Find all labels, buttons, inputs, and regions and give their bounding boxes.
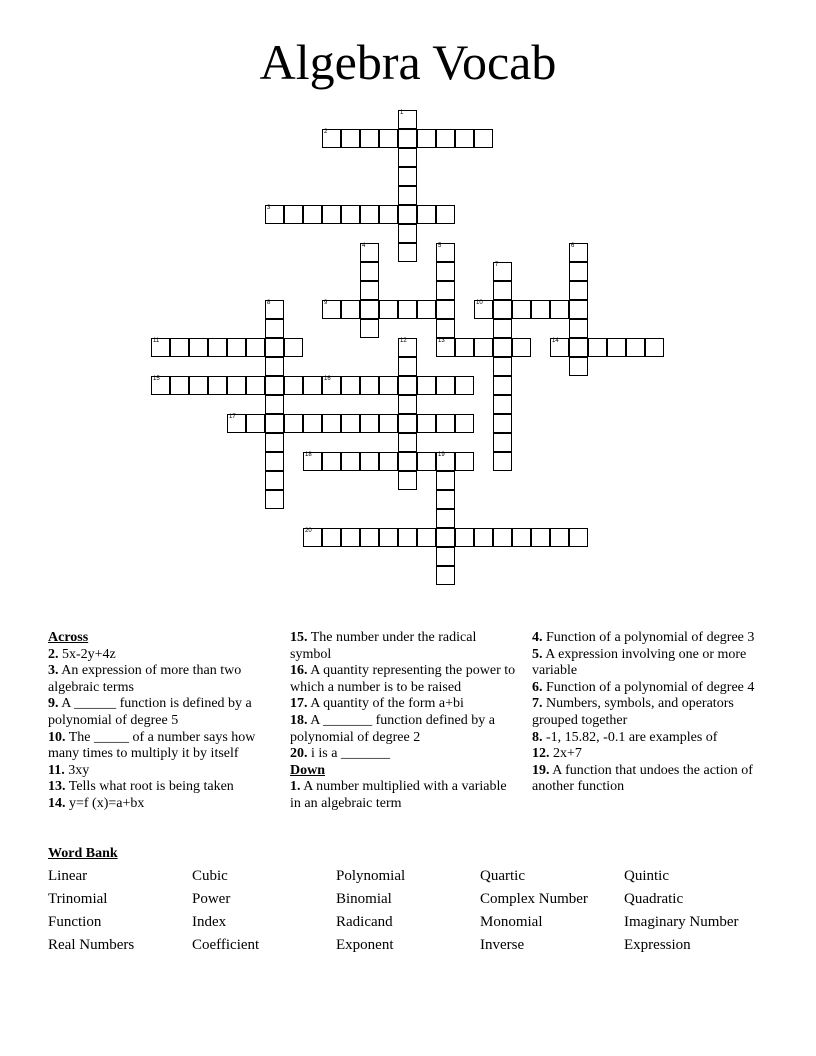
- clue-label: 16.: [290, 663, 308, 679]
- crossword-cell[interactable]: [284, 205, 303, 224]
- crossword-cell[interactable]: [588, 338, 607, 357]
- crossword-cell[interactable]: [569, 357, 588, 376]
- clues-column-1: [48, 630, 274, 813]
- crossword-cell[interactable]: [398, 205, 417, 224]
- crossword-cell[interactable]: [341, 205, 360, 224]
- crossword-cell[interactable]: [436, 319, 455, 338]
- crossword-cell[interactable]: [360, 319, 379, 338]
- crossword-cell[interactable]: [398, 471, 417, 490]
- down-clue: [532, 696, 758, 729]
- crossword-cell[interactable]: [569, 300, 588, 319]
- word-bank-item: Inverse: [480, 937, 525, 953]
- crossword-cell[interactable]: [265, 357, 284, 376]
- down-clue: [290, 779, 516, 812]
- crossword-cell[interactable]: [550, 338, 569, 357]
- word-bank-item: Index: [192, 914, 227, 930]
- clue-text: Function of a polynomial of degree 3: [546, 630, 755, 645]
- down-clue: [532, 746, 758, 763]
- crossword-cell[interactable]: [170, 376, 189, 395]
- crossword-cell[interactable]: [189, 376, 208, 395]
- clue-label: 6.: [532, 679, 543, 695]
- clue-text: A function that undoes the action of another function: [532, 762, 753, 795]
- crossword-cell[interactable]: [265, 433, 284, 452]
- clue-number: 18: [305, 452, 312, 458]
- crossword-cell[interactable]: [398, 414, 417, 433]
- clue-number: 16: [324, 376, 331, 382]
- clue-text: The _____ of a number says how many times to multiply it by itself: [48, 729, 256, 762]
- crossword-cell[interactable]: [284, 414, 303, 433]
- crossword-cell[interactable]: [284, 338, 303, 357]
- down-clue: [532, 763, 758, 796]
- clue-text: A ______ function is defined by a polynomial of degree 5: [48, 696, 252, 728]
- crossword-cell[interactable]: [265, 395, 284, 414]
- down-clue: [532, 647, 758, 680]
- clue-label: 11.: [48, 762, 65, 778]
- clue-number: 14: [552, 338, 559, 344]
- crossword-cell[interactable]: [265, 471, 284, 490]
- clue-text: A quantity of the form a+bi: [310, 696, 464, 712]
- crossword-cell[interactable]: [379, 129, 398, 148]
- crossword-cell[interactable]: [379, 414, 398, 433]
- clue-label: 9.: [48, 696, 59, 712]
- clue-number: 11: [153, 338, 160, 344]
- crossword-cell[interactable]: [398, 110, 417, 129]
- clue-label: 20.: [290, 746, 308, 762]
- across-clue: [48, 696, 274, 729]
- word-bank-item: Radicand: [336, 914, 393, 930]
- crossword-cell[interactable]: [322, 376, 341, 395]
- crossword-cell[interactable]: [493, 376, 512, 395]
- across-clue: [48, 647, 274, 664]
- crossword-cell[interactable]: [189, 338, 208, 357]
- word-bank-item: Function: [48, 914, 102, 930]
- clue-label: 8.: [532, 729, 543, 745]
- crossword-cell[interactable]: [493, 395, 512, 414]
- crossword-cell[interactable]: [531, 528, 550, 547]
- crossword-cell[interactable]: [493, 452, 512, 471]
- crossword-cell[interactable]: [455, 452, 474, 471]
- crossword-cell[interactable]: [436, 262, 455, 281]
- crossword-cell[interactable]: [360, 414, 379, 433]
- clues-column-3: [532, 630, 758, 796]
- crossword-cell[interactable]: [436, 376, 455, 395]
- crossword-cell[interactable]: [474, 300, 493, 319]
- crossword-cell[interactable]: [322, 300, 341, 319]
- clue-label: 1.: [290, 779, 301, 795]
- crossword-cell[interactable]: [360, 243, 379, 262]
- crossword-cell[interactable]: [493, 262, 512, 281]
- clue-text: Numbers, symbols, and operators grouped together: [532, 696, 734, 728]
- crossword-cell[interactable]: [265, 338, 284, 357]
- across-clue: [290, 663, 516, 696]
- clue-number: 1: [400, 110, 404, 116]
- crossword-cell[interactable]: [360, 300, 379, 319]
- crossword-cell[interactable]: [398, 129, 417, 148]
- across-clue: [48, 796, 274, 813]
- crossword-cell[interactable]: [512, 528, 531, 547]
- crossword-cell[interactable]: [398, 395, 417, 414]
- word-bank-item: Quadratic: [624, 891, 684, 907]
- clue-text: An expression of more than two algebraic terms: [48, 663, 242, 695]
- word-bank-item: Monomial: [480, 914, 543, 930]
- crossword-cell[interactable]: [436, 300, 455, 319]
- crossword-cell[interactable]: [360, 281, 379, 300]
- crossword-cell[interactable]: [436, 281, 455, 300]
- across-clue: [290, 746, 516, 763]
- down-clue: [532, 680, 758, 697]
- clue-label: 4.: [532, 630, 543, 645]
- across-heading: Across: [48, 630, 89, 645]
- crossword-cell[interactable]: [436, 338, 455, 357]
- crossword-cell[interactable]: [341, 300, 360, 319]
- crossword-cell[interactable]: [227, 414, 246, 433]
- clue-number: 3: [267, 205, 271, 211]
- crossword-cell[interactable]: [265, 490, 284, 509]
- crossword-cell[interactable]: [436, 528, 455, 547]
- clue-number: 13: [438, 338, 445, 344]
- crossword-cell[interactable]: [569, 281, 588, 300]
- crossword-cell[interactable]: [265, 452, 284, 471]
- clue-label: 12.: [532, 746, 550, 762]
- crossword-cell[interactable]: [493, 300, 512, 319]
- crossword-cell[interactable]: [303, 376, 322, 395]
- clue-number: 9: [324, 300, 328, 306]
- crossword-cell[interactable]: [303, 528, 322, 547]
- clue-text: y=f (x)=a+bx: [69, 795, 145, 811]
- crossword-cell[interactable]: [246, 376, 265, 395]
- clue-label: 18.: [290, 712, 308, 728]
- clue-text: A expression involving one or more variable: [532, 646, 747, 679]
- crossword-cell[interactable]: [550, 300, 569, 319]
- crossword-cell[interactable]: [170, 338, 189, 357]
- crossword-cell[interactable]: [379, 528, 398, 547]
- crossword-cell[interactable]: [417, 414, 436, 433]
- down-heading: Down: [290, 762, 326, 778]
- crossword-cell[interactable]: [322, 129, 341, 148]
- crossword-cell[interactable]: [227, 376, 246, 395]
- crossword-cell[interactable]: [265, 300, 284, 319]
- crossword-cell[interactable]: [417, 129, 436, 148]
- crossword-cell[interactable]: [379, 452, 398, 471]
- crossword-cell[interactable]: [322, 528, 341, 547]
- crossword-cell[interactable]: [227, 338, 246, 357]
- crossword-cell[interactable]: [398, 300, 417, 319]
- crossword-cell[interactable]: [398, 433, 417, 452]
- crossword-cell[interactable]: [569, 262, 588, 281]
- crossword-cell[interactable]: [455, 528, 474, 547]
- clue-label: 19.: [532, 762, 550, 778]
- crossword-cell[interactable]: [265, 205, 284, 224]
- crossword-cell[interactable]: [341, 129, 360, 148]
- clue-number: 5: [438, 243, 442, 249]
- clue-text: 3xy: [68, 762, 90, 778]
- crossword-cell[interactable]: [493, 338, 512, 357]
- crossword-cell[interactable]: [398, 357, 417, 376]
- crossword-cell[interactable]: [398, 224, 417, 243]
- clue-number: 19: [438, 452, 445, 458]
- clue-number: 7: [495, 262, 499, 268]
- crossword-cell[interactable]: [436, 414, 455, 433]
- down-clue: [532, 730, 758, 747]
- crossword-cell[interactable]: [303, 205, 322, 224]
- crossword-cell[interactable]: [550, 528, 569, 547]
- crossword-cell[interactable]: [322, 452, 341, 471]
- crossword-cell[interactable]: [474, 129, 493, 148]
- crossword-cell[interactable]: [398, 528, 417, 547]
- clue-text: i is a _______: [311, 746, 390, 762]
- crossword-cell[interactable]: [607, 338, 626, 357]
- crossword-cell[interactable]: [398, 186, 417, 205]
- word-bank-item: Polynomial: [336, 868, 406, 884]
- clue-label: 5.: [532, 646, 543, 662]
- clue-number: 12: [400, 338, 407, 344]
- clue-text: -1, 15.82, -0.1 are examples of: [546, 729, 718, 745]
- crossword-cell[interactable]: [398, 148, 417, 167]
- crossword-cell[interactable]: [436, 566, 455, 585]
- crossword-cell[interactable]: [360, 376, 379, 395]
- crossword-cell[interactable]: [417, 376, 436, 395]
- crossword-cell[interactable]: [208, 338, 227, 357]
- clue-number: 17: [229, 414, 236, 420]
- crossword-cell[interactable]: [284, 376, 303, 395]
- clue-label: 15.: [290, 630, 308, 645]
- clue-number: 8: [267, 300, 271, 306]
- crossword-cell[interactable]: [569, 243, 588, 262]
- crossword-cell[interactable]: [360, 205, 379, 224]
- crossword-cell[interactable]: [569, 319, 588, 338]
- crossword-cell[interactable]: [512, 338, 531, 357]
- crossword-cell[interactable]: [569, 338, 588, 357]
- crossword-cell[interactable]: [417, 528, 436, 547]
- clue-text: A quantity representing the power to which a number is to be raised: [290, 663, 516, 695]
- crossword-cell[interactable]: [455, 376, 474, 395]
- crossword-cell[interactable]: [474, 338, 493, 357]
- crossword-cell[interactable]: [436, 547, 455, 566]
- crossword-cell[interactable]: [360, 129, 379, 148]
- clue-label: 2.: [48, 646, 59, 662]
- crossword-cell[interactable]: [360, 528, 379, 547]
- crossword-cell[interactable]: [360, 262, 379, 281]
- crossword-cell[interactable]: [208, 376, 227, 395]
- crossword-cell[interactable]: [265, 376, 284, 395]
- crossword-cell[interactable]: [379, 205, 398, 224]
- crossword-cell[interactable]: [341, 376, 360, 395]
- crossword-cell[interactable]: [398, 452, 417, 471]
- crossword-cell[interactable]: [493, 528, 512, 547]
- page-title: Algebra Vocab: [259, 34, 557, 90]
- crossword-cell[interactable]: [455, 414, 474, 433]
- across-clue: [290, 713, 516, 746]
- crossword-cell[interactable]: [493, 319, 512, 338]
- crossword-cell[interactable]: [303, 414, 322, 433]
- crossword-cell[interactable]: [341, 528, 360, 547]
- clue-number: 4: [362, 243, 366, 249]
- clue-number: 15: [153, 376, 160, 382]
- crossword-cell[interactable]: [417, 452, 436, 471]
- across-clue: [290, 696, 516, 713]
- word-bank-heading: Word Bank: [48, 846, 118, 861]
- word-bank-item: Quartic: [480, 868, 525, 884]
- clue-number: 10: [476, 300, 483, 306]
- crossword-cell[interactable]: [417, 300, 436, 319]
- clue-text: The number under the radical symbol: [290, 630, 477, 662]
- crossword-cell[interactable]: [455, 338, 474, 357]
- crossword-cell[interactable]: [436, 205, 455, 224]
- clue-text: Tells what root is being taken: [68, 779, 234, 795]
- crossword-cell[interactable]: [246, 338, 265, 357]
- down-clue: [532, 630, 758, 647]
- crossword-cell[interactable]: [455, 129, 474, 148]
- word-bank-item: Cubic: [192, 868, 228, 884]
- clue-label: 10.: [48, 729, 66, 745]
- across-clue: [48, 763, 274, 780]
- clue-label: 7.: [532, 696, 543, 712]
- crossword-cell[interactable]: [303, 452, 322, 471]
- crossword-cell[interactable]: [474, 528, 493, 547]
- crossword-cell[interactable]: [436, 452, 455, 471]
- word-bank-item: Exponent: [336, 937, 394, 953]
- word-bank-item: Imaginary Number: [624, 914, 739, 930]
- crossword-cell[interactable]: [645, 338, 664, 357]
- crossword-cell[interactable]: [493, 357, 512, 376]
- word-bank-item: Expression: [624, 937, 691, 953]
- crossword-cell[interactable]: [531, 300, 550, 319]
- crossword-cell[interactable]: [398, 243, 417, 262]
- clue-number: 20: [305, 528, 312, 534]
- clue-text: 2x+7: [553, 746, 582, 762]
- across-clue: [48, 730, 274, 763]
- clue-label: 14.: [48, 795, 66, 811]
- crossword-cell[interactable]: [493, 433, 512, 452]
- crossword-cell[interactable]: [512, 300, 531, 319]
- crossword-cell[interactable]: [398, 338, 417, 357]
- crossword-cell[interactable]: [436, 471, 455, 490]
- clues-column-2: [290, 630, 516, 813]
- clue-label: 17.: [290, 696, 308, 712]
- crossword-cell[interactable]: [360, 452, 379, 471]
- crossword-cell[interactable]: [417, 205, 436, 224]
- word-bank-item: Linear: [48, 868, 88, 884]
- crossword-cell[interactable]: [379, 300, 398, 319]
- crossword-cell[interactable]: [322, 205, 341, 224]
- clue-text: Function of a polynomial of degree 4: [546, 679, 755, 695]
- crossword-cell[interactable]: [436, 490, 455, 509]
- crossword-cell[interactable]: [398, 376, 417, 395]
- clue-text: A number multiplied with a variable in an algebraic term: [290, 779, 507, 811]
- clue-text: A _______ function defined by a polynomial of degree 2: [290, 712, 495, 745]
- crossword-cell[interactable]: [341, 452, 360, 471]
- word-bank-item: Binomial: [336, 891, 392, 907]
- clue-number: 6: [571, 243, 575, 249]
- crossword-cell[interactable]: [151, 338, 170, 357]
- clue-label: 13.: [48, 779, 66, 795]
- crossword-cell[interactable]: [436, 509, 455, 528]
- clue-label: 3.: [48, 663, 59, 679]
- across-clue: [290, 630, 516, 663]
- word-bank-item: Quintic: [624, 868, 669, 884]
- crossword-cell[interactable]: [341, 414, 360, 433]
- crossword-cell[interactable]: [265, 414, 284, 433]
- word-bank-item: Power: [192, 891, 231, 907]
- crossword-cell[interactable]: [322, 414, 341, 433]
- crossword-cell[interactable]: [265, 319, 284, 338]
- across-clue: [48, 663, 274, 696]
- across-clue: [48, 779, 274, 796]
- crossword-cell[interactable]: [493, 414, 512, 433]
- crossword-cell[interactable]: [398, 167, 417, 186]
- word-bank-item: Real Numbers: [48, 937, 135, 953]
- crossword-cell[interactable]: [626, 338, 645, 357]
- crossword-cell[interactable]: [436, 129, 455, 148]
- crossword-cell[interactable]: [379, 376, 398, 395]
- clue-number: 2: [324, 129, 328, 135]
- crossword-cell[interactable]: [493, 281, 512, 300]
- clue-text: 5x-2y+4z: [62, 646, 116, 662]
- crossword-cell[interactable]: [436, 243, 455, 262]
- crossword-cell[interactable]: [151, 376, 170, 395]
- crossword-cell[interactable]: [246, 414, 265, 433]
- word-bank-item: Trinomial: [48, 891, 108, 907]
- word-bank-item: Complex Number: [480, 891, 588, 907]
- word-bank-item: Coefficient: [192, 937, 260, 953]
- crossword-cell[interactable]: [569, 528, 588, 547]
